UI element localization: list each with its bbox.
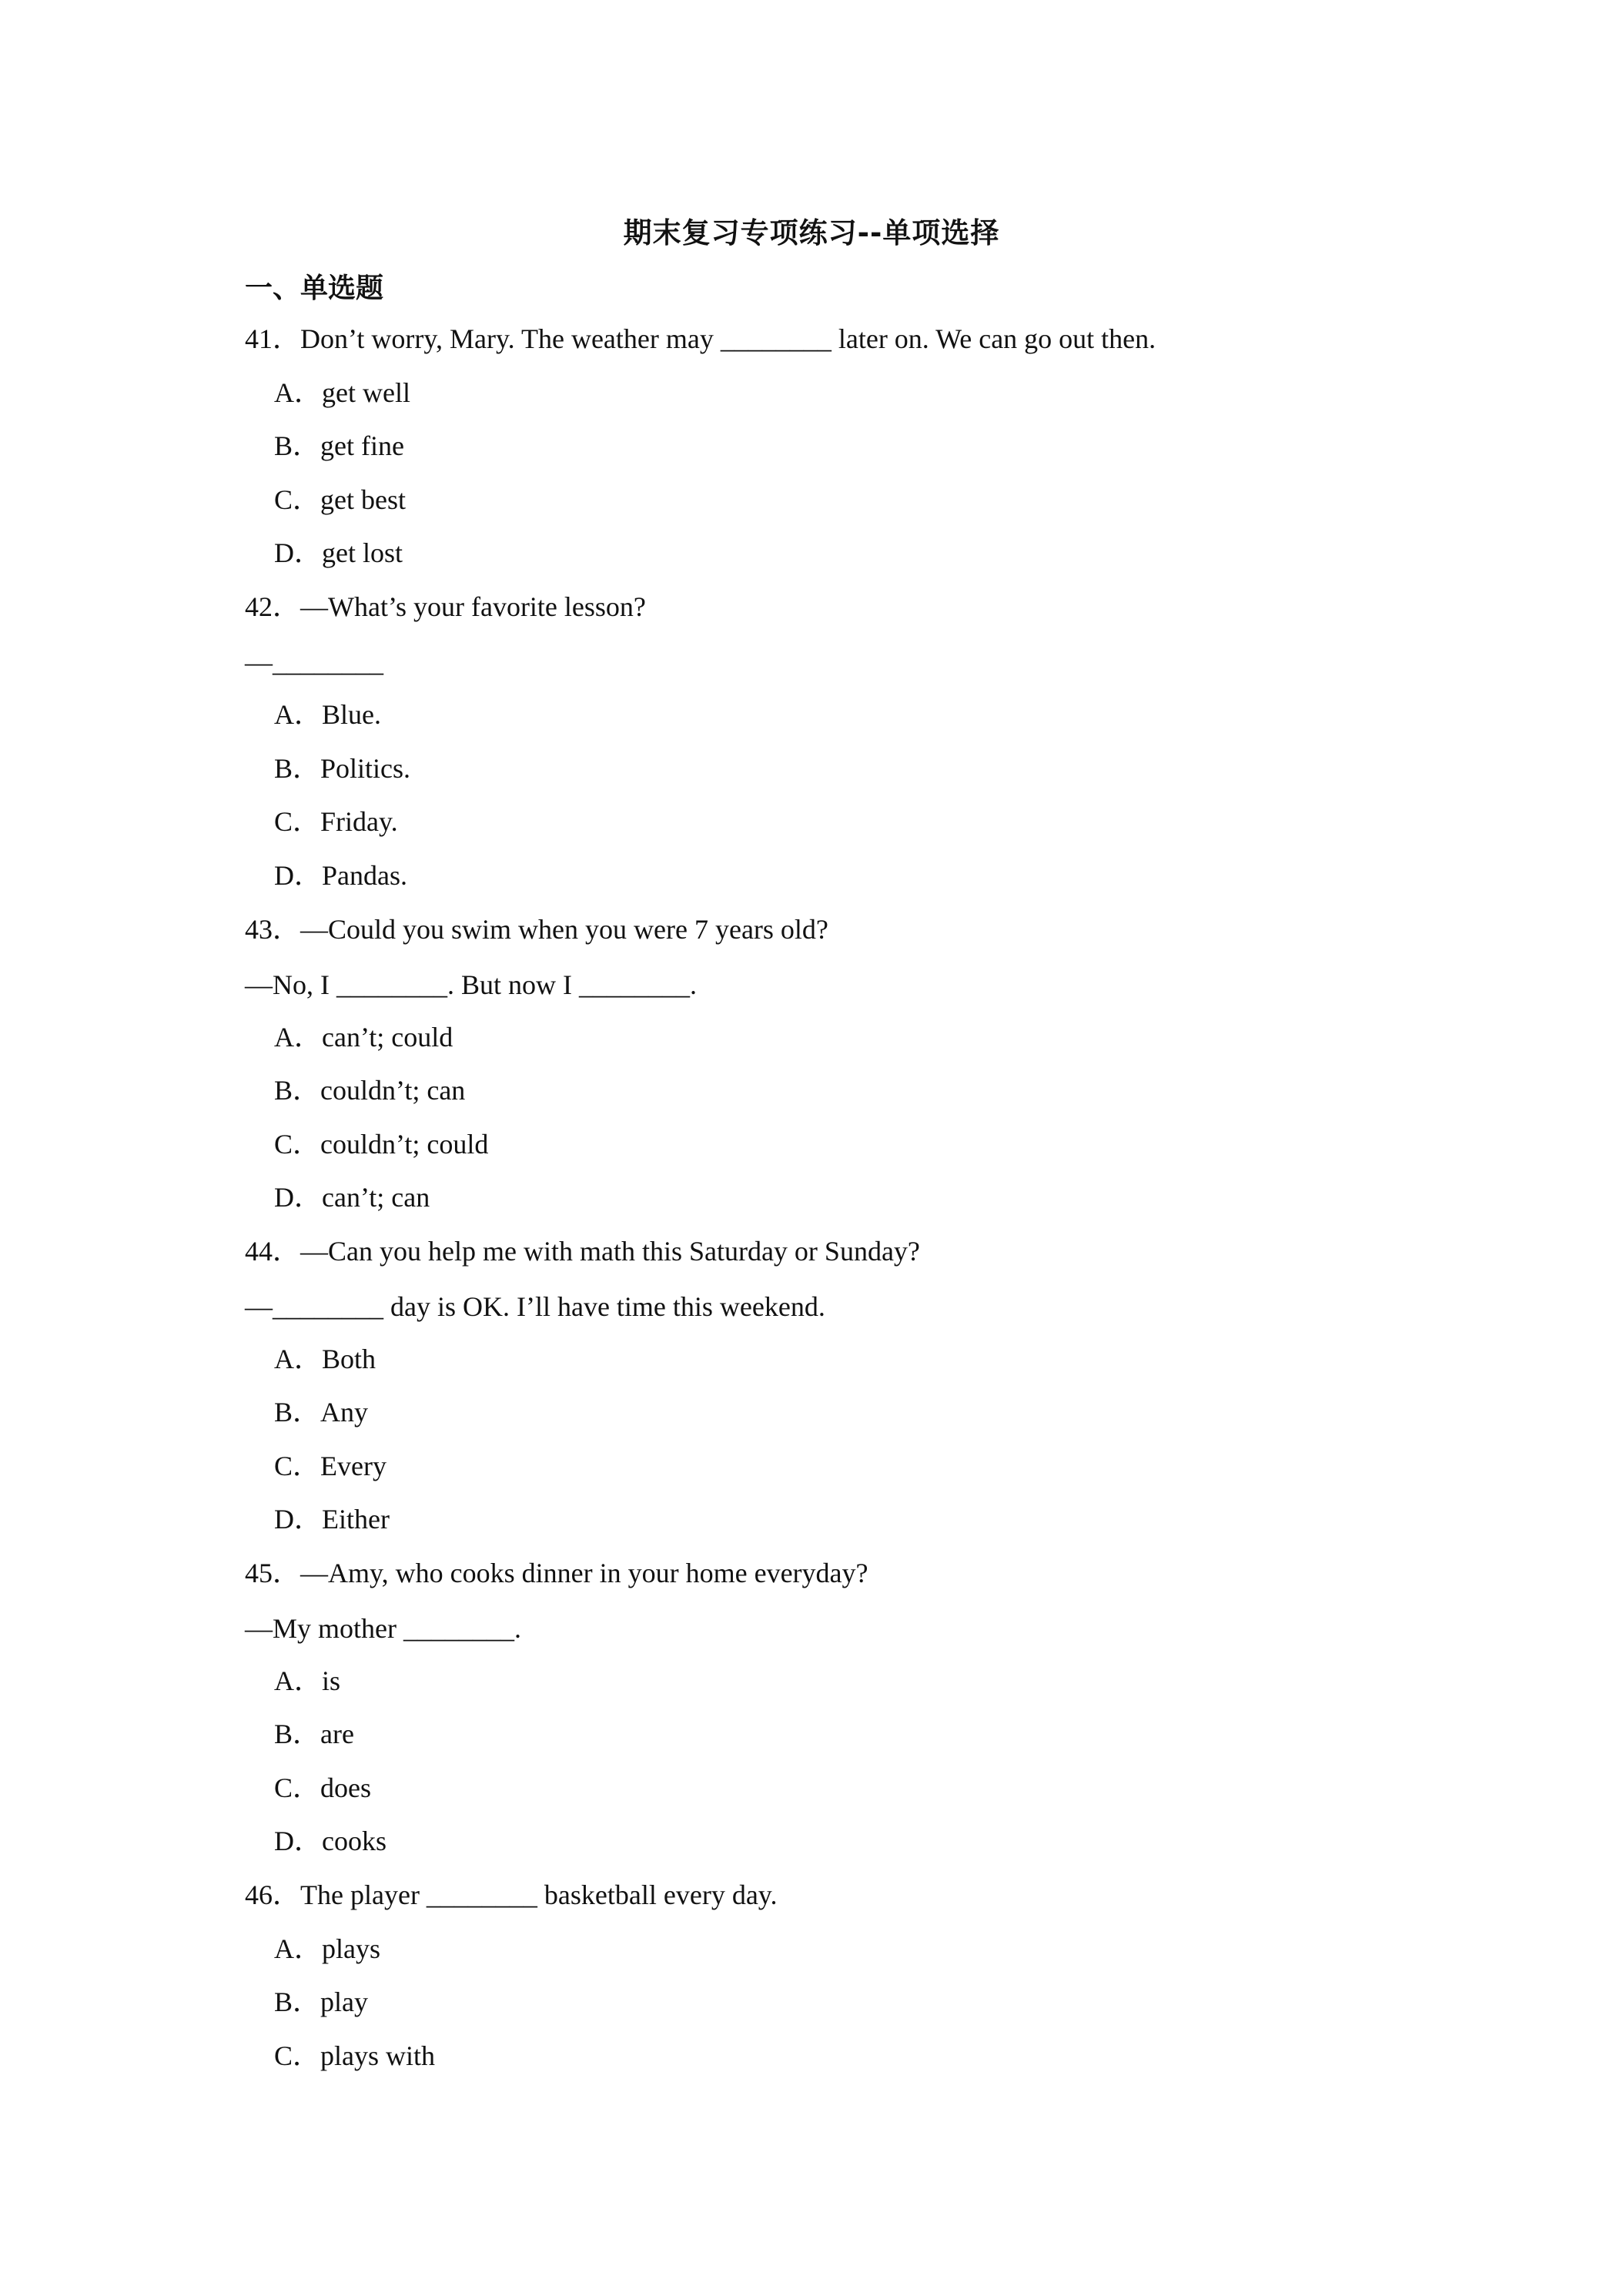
option-46-a: A．plays — [274, 1933, 380, 1964]
question-44 — [245, 1234, 920, 1268]
option-42-c: C．Friday. — [274, 806, 398, 837]
option-41-c: C．get best — [274, 484, 406, 515]
question-number: 42． — [245, 591, 301, 622]
question-stem: —What’s your favorite lesson? — [300, 591, 646, 622]
question-43 — [245, 912, 828, 946]
option-44-a: A．Both — [274, 1344, 376, 1374]
page-title: 期末复习专项练习--单项选择 — [623, 216, 1000, 249]
option-42-a: A．Blue. — [274, 699, 381, 730]
question-stem: —Could you swim when you were 7 years old? — [300, 914, 828, 945]
option-42-b: B．Politics. — [274, 753, 411, 784]
question-stem: The player ________ basketball every day. — [300, 1879, 778, 1910]
question-number: 45． — [245, 1558, 301, 1588]
question-42 — [245, 590, 646, 624]
option-42-d: D．Pandas. — [274, 860, 407, 891]
option-41-a: A．get well — [274, 377, 410, 408]
option-43-b: B．couldn’t; can — [274, 1075, 466, 1106]
option-41-b: B．get fine — [274, 430, 404, 461]
reply-44: —________ day is OK. I’ll have time this weekend. — [245, 1291, 825, 1322]
option-45-c: C．does — [274, 1772, 372, 1803]
question-stem: —Amy, who cooks dinner in your home everyday? — [300, 1558, 868, 1588]
option-45-d: D．cooks — [274, 1826, 387, 1856]
reply-43: —No, I ________. But now I ________. — [245, 969, 697, 1000]
question-number: 41． — [245, 323, 301, 354]
reply-42: —________ — [245, 647, 383, 678]
question-stem: —Can you help me with math this Saturday or Sunday? — [300, 1236, 920, 1267]
option-44-c: C．Every — [274, 1451, 387, 1481]
option-43-d: D．can’t; can — [274, 1182, 430, 1213]
option-41-d: D．get lost — [274, 537, 403, 568]
reply-45: —My mother ________. — [245, 1613, 521, 1644]
question-number: 43． — [245, 914, 301, 945]
option-43-a: A．can’t; could — [274, 1022, 453, 1053]
question-number: 46． — [245, 1879, 301, 1910]
question-46 — [245, 1878, 777, 1912]
option-46-c: C．plays with — [274, 2040, 436, 2071]
question-45 — [245, 1556, 868, 1590]
section-heading: 一、单选题 — [245, 273, 384, 304]
question-stem: Don’t worry, Mary. The weather may ________ later on. We can go out then. — [300, 323, 1156, 354]
option-45-b: B．are — [274, 1719, 354, 1749]
option-44-b: B．Any — [274, 1397, 369, 1427]
option-44-d: D．Either — [274, 1504, 390, 1535]
option-43-c: C．couldn’t; could — [274, 1129, 489, 1160]
option-45-a: A．is — [274, 1665, 341, 1696]
question-number: 44． — [245, 1236, 301, 1267]
option-46-b: B．play — [274, 1986, 368, 2017]
question-41 — [245, 322, 1156, 356]
